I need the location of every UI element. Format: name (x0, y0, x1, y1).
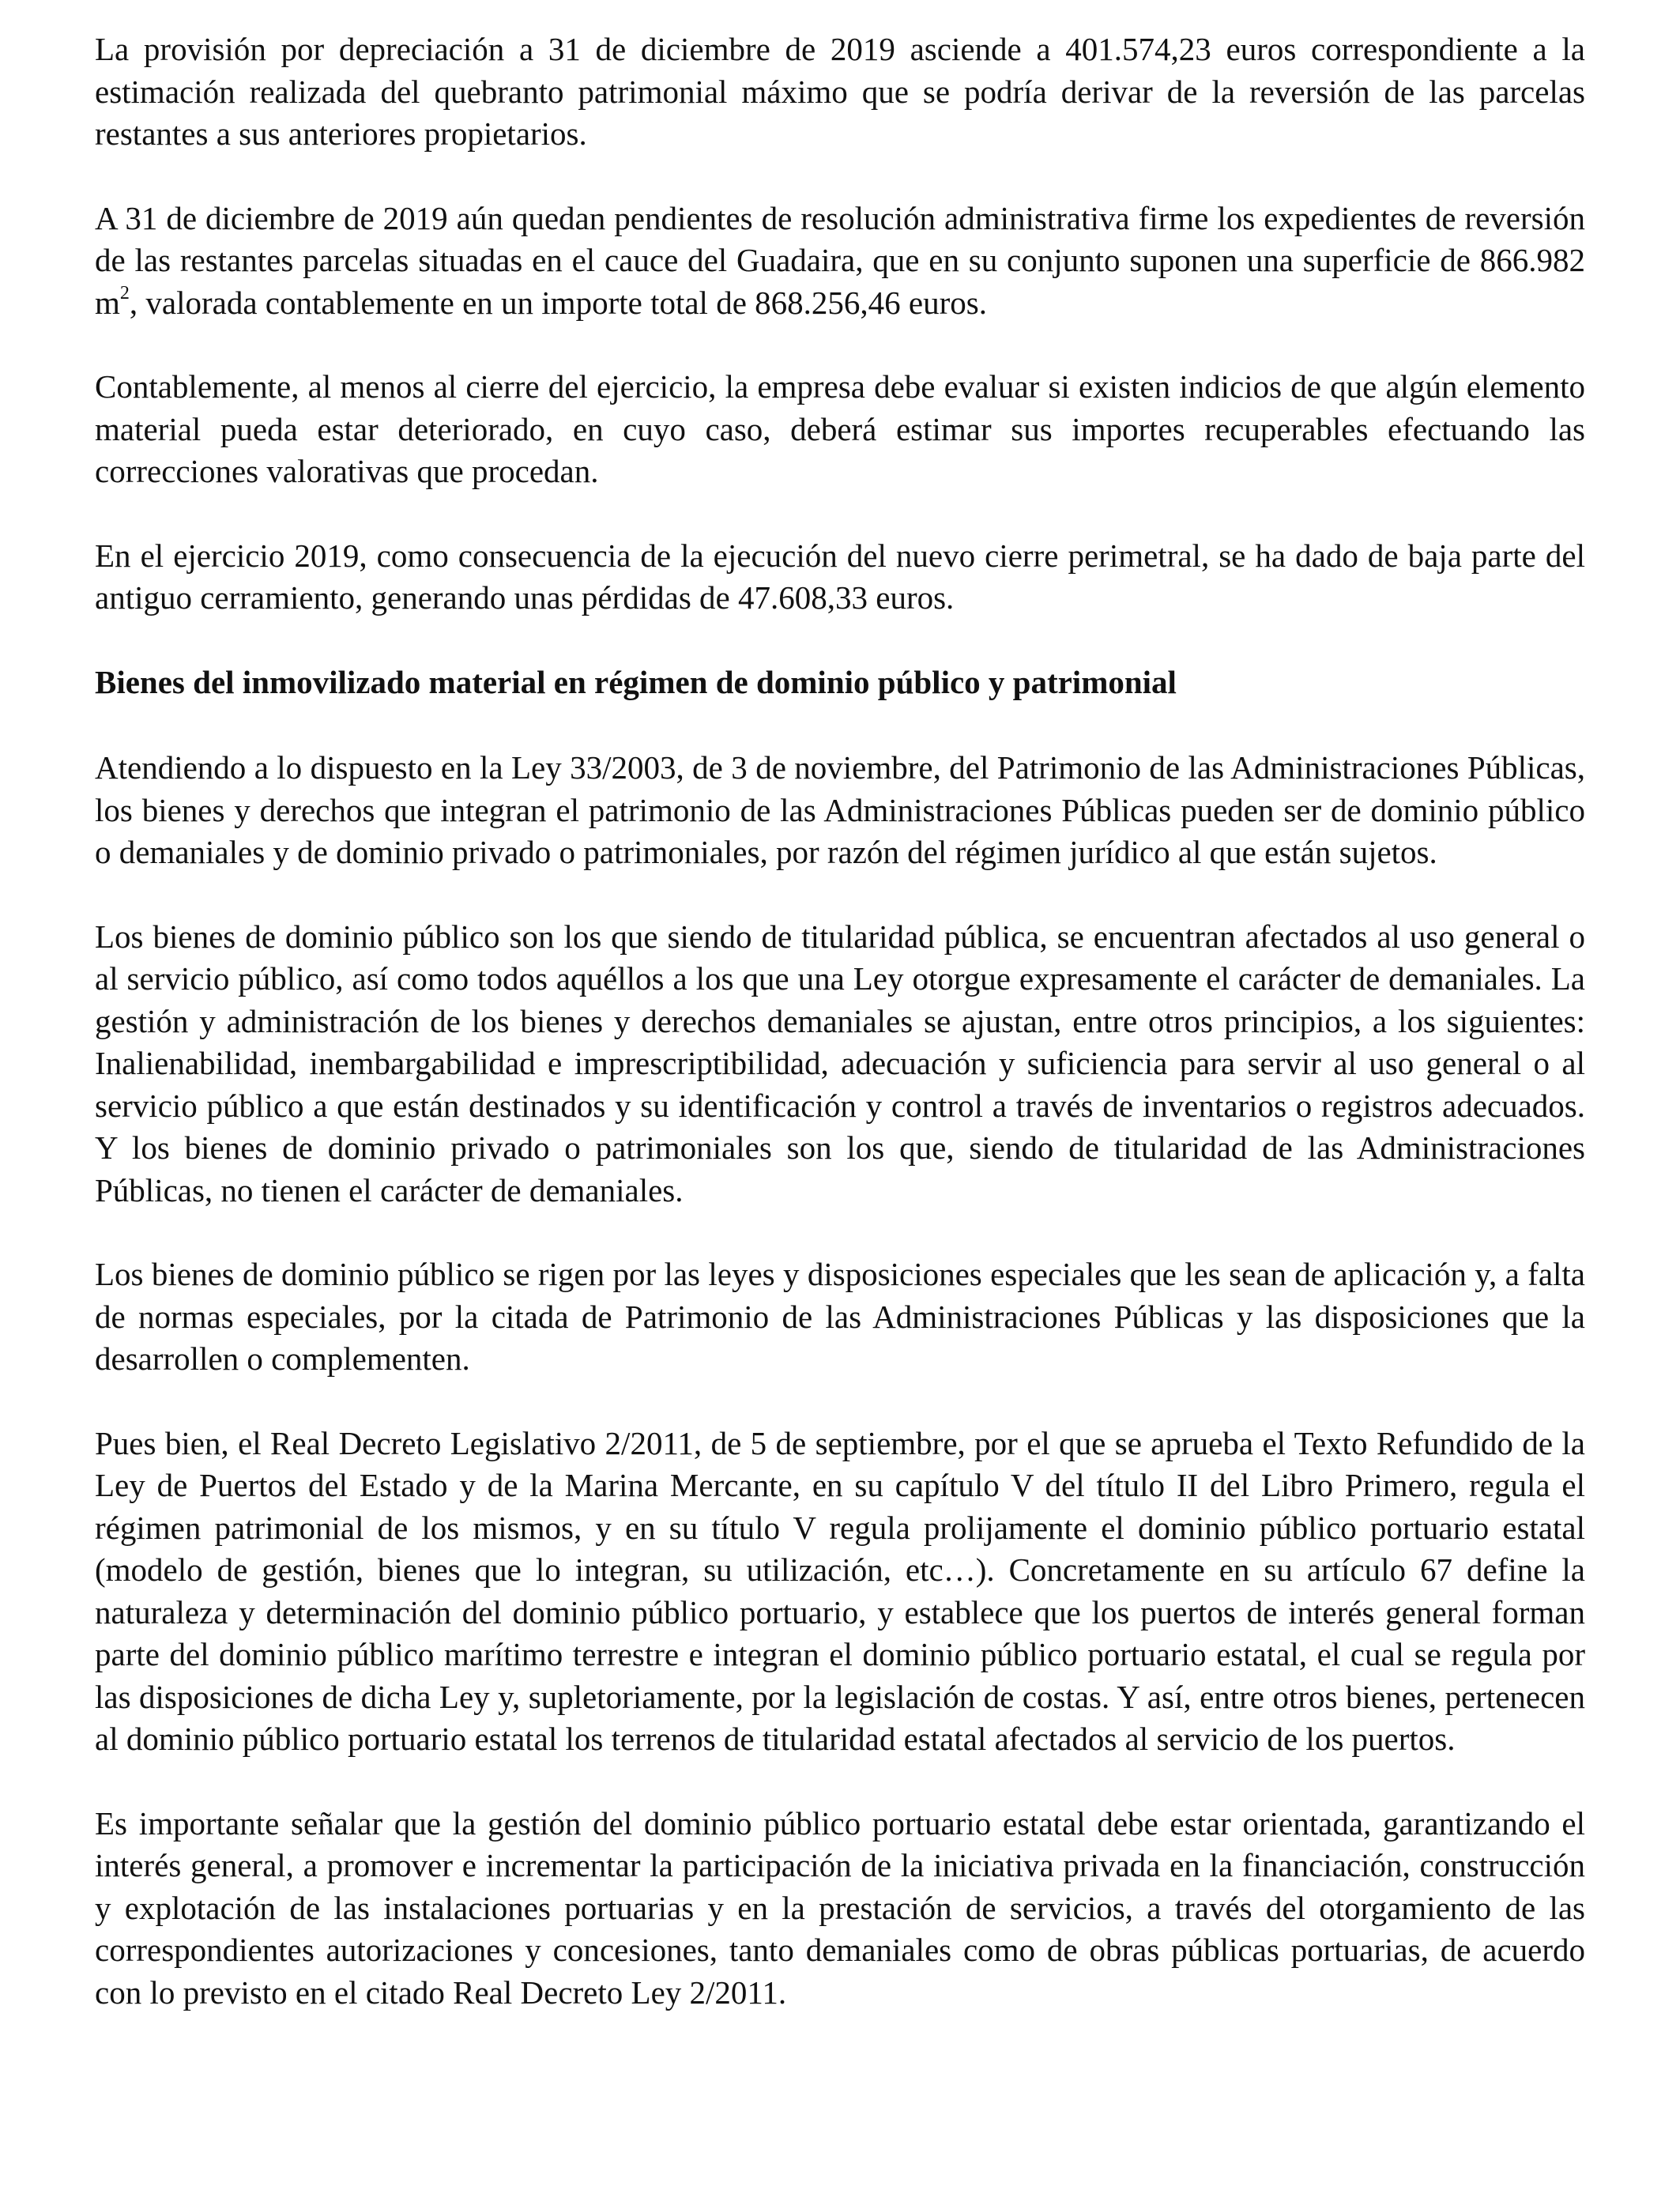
paragraph-parcelas-pendientes (95, 198, 1585, 325)
paragraph-regimen-leyes: Los bienes de dominio público se rigen por las leyes y disposiciones especiales que les sean de aplicación y, a falta de normas especiales, por la citada de Patrimonio de las Administraciones Públicas y las disposiciones que la desarrollen o complementen. (95, 1256, 1585, 1377)
paragraph-evaluacion-deterioro: Contablemente, al menos al cierre del ejercicio, la empresa debe evaluar si existen indicios de que algún elemento material pueda estar deteriorado, en cuyo caso, deberá estimar sus importes recuperables efectuando las correcciones valorativas que procedan. (95, 368, 1585, 489)
paragraph-parcelas-text: A 31 de diciembre de 2019 aún quedan pendientes de resolución administrativa firme los expedientes de reversión de las restantes parcelas situadas en el cauce del Guadaira, que en su conjunto suponen una superficie de 866.982 m (95, 199, 1585, 321)
paragraph-real-decreto: Pues bien, el Real Decreto Legislativo 2/2011, de 5 de septiembre, por el que se aprueba el Texto Refundido de la Ley de Puertos del Estado y de la Marina Mercante, en su capítulo V del título II del Libro Primero, regula el régimen patrimonial de los mismos, y en su título V regula prolijamente el dominio público portuario estatal (modelo de gestión, bienes que lo integran, su utilización, etc…). Concretamente en su artículo 67 define la naturaleza y determinación del dominio público portuario, y establece que los puertos de interés general forman parte del dominio público marítimo terrestre e integran el dominio público portuario estatal, el cual se regula por las disposiciones de dicha Ley y, supletoriamente, por la legislación de costas. Y así, entre otros bienes, pertenecen al dominio público portuario estatal los terrenos de titularidad estatal afectados al servicio de los puertos. (95, 1424, 1585, 1757)
superscript-square: 2 (119, 282, 130, 303)
section-heading: Bienes del inmovilizado material en régimen de dominio público y patrimonial (95, 663, 1177, 700)
paragraph-provision-depreciacion: La provisión por depreciación a 31 de diciembre de 2019 asciende a 401.574,23 euros correspondiente a la estimación realizada del quebranto patrimonial máximo que se podría derivar de la reversión de las parcelas restantes a sus anteriores propietarios. (95, 31, 1585, 152)
paragraph-baja-cerramiento: En el ejercicio 2019, como consecuencia de la ejecución del nuevo cierre perimetral, se ha dado de baja parte del antiguo cerramiento, generando unas pérdidas de 47.608,33 euros. (95, 537, 1585, 616)
paragraph-gestion-dominio: Es importante señalar que la gestión del dominio público portuario estatal debe estar orientada, garantizando el interés general, a promover e incrementar la participación de la iniciativa privada en la financiación, construcción y explotación de las instalaciones portuarias y en la prestación de servicios, a través del otorgamiento de las correspondientes autorizaciones y concesiones, tanto demaniales como de obras públicas portuarias, de acuerdo con lo previsto en el citado Real Decreto Ley 2/2011. (95, 1804, 1585, 2011)
document-page (95, 28, 1585, 2056)
paragraph-ley-patrimonio: Atendiendo a lo dispuesto en la Ley 33/2003, de 3 de noviembre, del Patrimonio de las Administraciones Públicas, los bienes y derechos que integran el patrimonio de las Administraciones Públicas pueden ser de dominio público o demaniales y de dominio privado o patrimoniales, por razón del régimen jurídico al que están sujetos. (95, 749, 1585, 870)
paragraph-bienes-dominio-publico: Los bienes de dominio público son los que siendo de titularidad pública, se encuentran afectados al uso general o al servicio público, así como todos aquéllos a los que una Ley otorgue expresamente el carácter de demaniales. La gestión y administración de los bienes y derechos demaniales se ajustan, entre otros principios, a los siguientes: Inalienabilidad, inembargabilidad e imprescriptibilidad, adecuación y suficiencia para servir al uso general o al servicio público a que están destinados y su identificación y control a través de inventarios o registros adecuados. Y los bienes de dominio privado o patrimoniales son los que, siendo de titularidad de las Administraciones Públicas, no tienen el carácter de demaniales. (95, 918, 1585, 1208)
paragraph-parcelas-text-end: , valorada contablemente en un importe total de 868.256,46 euros. (129, 284, 987, 321)
